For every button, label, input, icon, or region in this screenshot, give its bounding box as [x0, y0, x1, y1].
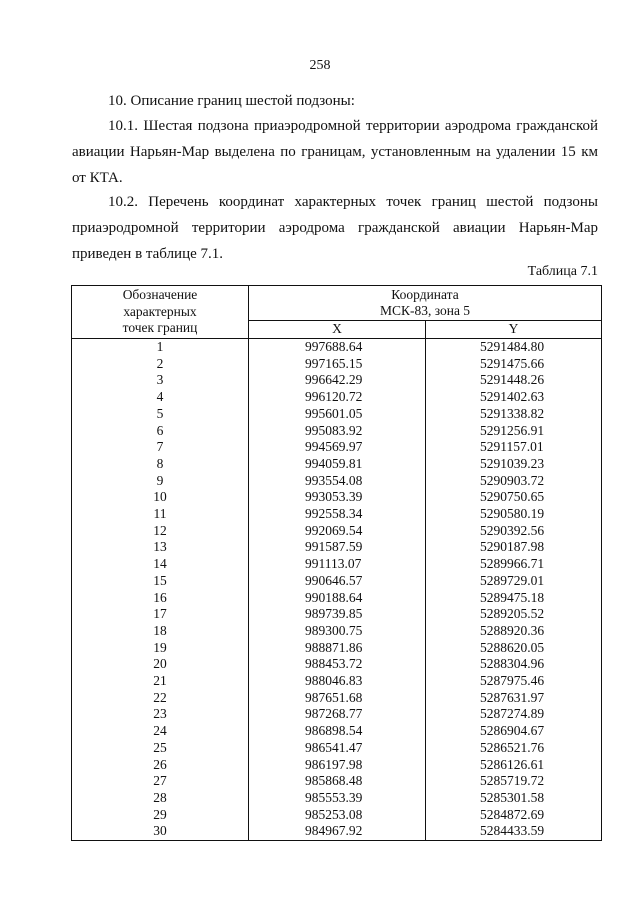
coord-x: 986898.54: [249, 723, 426, 740]
coord-x: 988871.86: [249, 640, 426, 657]
table-row: [72, 740, 602, 757]
coord-y: 5290750.65: [426, 489, 602, 506]
coord-y: 5289205.52: [426, 606, 602, 623]
table-row: [72, 539, 602, 556]
coord-y: 5284872.69: [426, 807, 602, 824]
coord-x: 984967.92: [249, 823, 426, 840]
table-row: [72, 489, 602, 506]
coord-y: 5287274.89: [426, 706, 602, 723]
coord-x: 997165.15: [249, 356, 426, 373]
coord-y: 5291256.91: [426, 423, 602, 440]
point-number: 5: [72, 406, 249, 423]
table-row: [72, 706, 602, 723]
coord-y: 5291157.01: [426, 439, 602, 456]
point-number: 19: [72, 640, 249, 657]
coord-y: 5291475.66: [426, 356, 602, 373]
coord-x: 992558.34: [249, 506, 426, 523]
table-row: [72, 757, 602, 774]
point-number: 13: [72, 539, 249, 556]
table-row: [72, 406, 602, 423]
table-row: [72, 623, 602, 640]
point-number: 22: [72, 690, 249, 707]
coord-x: 994059.81: [249, 456, 426, 473]
coord-x: 990646.57: [249, 573, 426, 590]
coord-y: 5288620.05: [426, 640, 602, 657]
point-number: 10: [72, 489, 249, 506]
table-row: [72, 673, 602, 690]
table-row: [72, 823, 602, 840]
table-row: [72, 807, 602, 824]
table-row: [72, 439, 602, 456]
coord-x: 996120.72: [249, 389, 426, 406]
coord-x: 993554.08: [249, 473, 426, 490]
table-row: [72, 773, 602, 790]
table-row: [72, 389, 602, 406]
point-number: 20: [72, 656, 249, 673]
table-caption: Таблица 7.1: [527, 264, 598, 279]
point-number: 23: [72, 706, 249, 723]
coord-x: 991587.59: [249, 539, 426, 556]
coord-x: 996642.29: [249, 372, 426, 389]
coord-y: 5286126.61: [426, 757, 602, 774]
coord-x: 997688.64: [249, 339, 426, 356]
coord-y: 5291402.63: [426, 389, 602, 406]
header-x: X: [249, 321, 426, 339]
coord-x: 985553.39: [249, 790, 426, 807]
point-number: 26: [72, 757, 249, 774]
table-row: [72, 356, 602, 373]
coord-x: 993053.39: [249, 489, 426, 506]
point-number: 29: [72, 807, 249, 824]
point-number: 6: [72, 423, 249, 440]
table-row: [72, 456, 602, 473]
coord-x: 988453.72: [249, 656, 426, 673]
coord-y: 5289475.18: [426, 590, 602, 607]
point-number: 15: [72, 573, 249, 590]
table-row: [72, 372, 602, 389]
table-row: [72, 790, 602, 807]
header-point-line: Обозначение: [122, 287, 198, 303]
table-row: [72, 656, 602, 673]
header-coord-line: Координата: [391, 286, 459, 302]
coord-y: 5289729.01: [426, 573, 602, 590]
table-row: [72, 473, 602, 490]
table-row: [72, 640, 602, 657]
coord-x: 991113.07: [249, 556, 426, 573]
header-point-line: точек границ: [122, 320, 198, 336]
table-row: [72, 590, 602, 607]
header-point-line: характерных: [123, 303, 197, 319]
coord-x: 985253.08: [249, 807, 426, 824]
coord-y: 5286521.76: [426, 740, 602, 757]
header-point-designation: [72, 286, 249, 339]
coord-y: 5285719.72: [426, 773, 602, 790]
table-row: [72, 423, 602, 440]
point-number: 9: [72, 473, 249, 490]
table-row: [72, 556, 602, 573]
table-row: [72, 690, 602, 707]
header-y: Y: [426, 321, 602, 339]
coord-x: 986541.47: [249, 740, 426, 757]
header-coordinate: [249, 286, 602, 321]
point-number: 12: [72, 523, 249, 540]
point-number: 8: [72, 456, 249, 473]
coord-x: 992069.54: [249, 523, 426, 540]
coord-x: 985868.48: [249, 773, 426, 790]
point-number: 16: [72, 590, 249, 607]
coord-x: 994569.97: [249, 439, 426, 456]
coord-y: 5290580.19: [426, 506, 602, 523]
point-number: 21: [72, 673, 249, 690]
paragraph-10-2-text: 10.2. Перечень координат характерных точек границ шестой подзоны приаэродромной территории аэродрома гражданской авиации Нарьян-Мар приведен в таблице 7.1.: [72, 194, 598, 262]
point-number: 2: [72, 356, 249, 373]
coord-x: 987651.68: [249, 690, 426, 707]
point-number: 7: [72, 439, 249, 456]
coord-y: 5291448.26: [426, 372, 602, 389]
coord-y: 5290187.98: [426, 539, 602, 556]
coord-x: 995601.05: [249, 406, 426, 423]
coord-y: 5291039.23: [426, 456, 602, 473]
point-number: 30: [72, 823, 249, 840]
table-row: [72, 523, 602, 540]
page-number: 258: [309, 58, 331, 73]
coord-y: 5288304.96: [426, 656, 602, 673]
coord-x: 989300.75: [249, 623, 426, 640]
table-row: [72, 606, 602, 623]
table-row: [72, 573, 602, 590]
coord-y: 5291338.82: [426, 406, 602, 423]
table-row: [72, 506, 602, 523]
coord-y: 5288920.36: [426, 623, 602, 640]
coord-y: 5287631.97: [426, 690, 602, 707]
coord-y: 5285301.58: [426, 790, 602, 807]
point-number: 25: [72, 740, 249, 757]
point-number: 4: [72, 389, 249, 406]
coord-x: 987268.77: [249, 706, 426, 723]
coord-y: 5290903.72: [426, 473, 602, 490]
point-number: 1: [72, 339, 249, 356]
header-coord-line: МСК-83, зона 5: [379, 303, 471, 318]
table-row: [72, 723, 602, 740]
coord-y: 5286904.67: [426, 723, 602, 740]
coord-y: 5291484.80: [426, 339, 602, 356]
coord-y: 5290392.56: [426, 523, 602, 540]
table-row: [72, 339, 602, 356]
point-number: 27: [72, 773, 249, 790]
coord-y: 5284433.59: [426, 823, 602, 840]
coord-x: 990188.64: [249, 590, 426, 607]
point-number: 11: [72, 506, 249, 523]
point-number: 18: [72, 623, 249, 640]
point-number: 3: [72, 372, 249, 389]
point-number: 28: [72, 790, 249, 807]
coord-y: 5289966.71: [426, 556, 602, 573]
point-number: 24: [72, 723, 249, 740]
point-number: 14: [72, 556, 249, 573]
point-number: 17: [72, 606, 249, 623]
coord-x: 988046.83: [249, 673, 426, 690]
paragraph-10-2: [72, 189, 598, 267]
coordinates-table: [71, 285, 602, 841]
coord-x: 986197.98: [249, 757, 426, 774]
coord-x: 995083.92: [249, 423, 426, 440]
section-heading: 10. Описание границ шестой подзоны:: [108, 93, 355, 109]
coord-y: 5287975.46: [426, 673, 602, 690]
paragraph-10-1: [72, 113, 598, 191]
paragraph-10-1-text: 10.1. Шестая подзона приаэродромной территории аэродрома гражданской авиации Нарьян-Мар выделена по границам, установленным на удалении 15 км от КТА.: [72, 118, 598, 186]
coord-x: 989739.85: [249, 606, 426, 623]
